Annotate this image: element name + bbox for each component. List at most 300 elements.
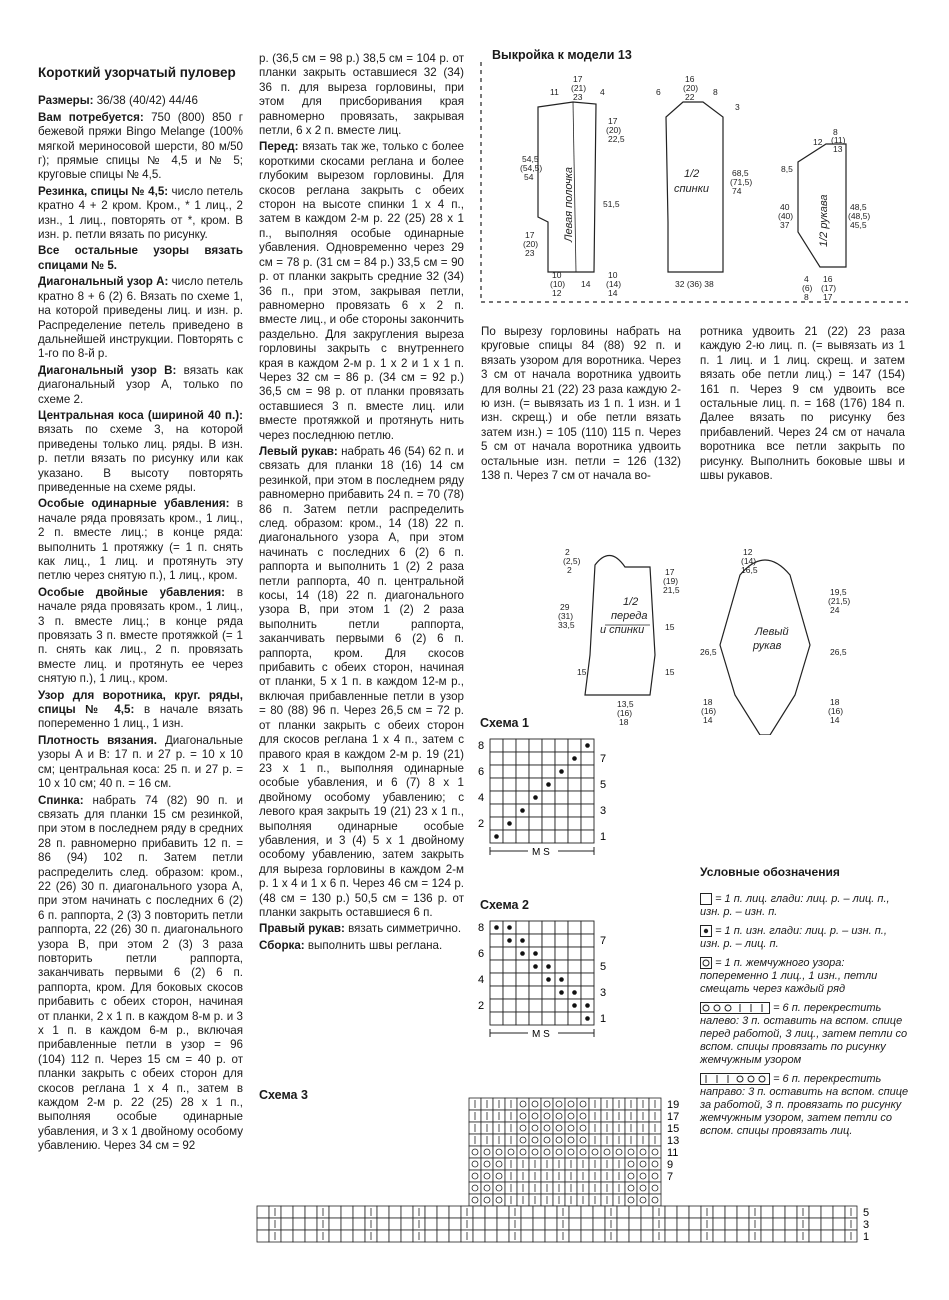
grid-cell xyxy=(503,765,516,778)
grid-cell xyxy=(401,1230,413,1242)
article-title: Короткий узорчатый пуловер xyxy=(38,65,236,80)
grid-cell xyxy=(481,1194,493,1206)
grid-cell xyxy=(516,778,529,791)
purl-dot xyxy=(507,925,512,930)
grid-cell xyxy=(641,1230,653,1242)
grid-cell xyxy=(469,1146,481,1158)
grid-cell xyxy=(329,1206,341,1218)
row-number: 17 xyxy=(667,1111,680,1123)
grid-cell xyxy=(490,791,503,804)
grid-cell xyxy=(649,1158,661,1170)
svg-text:23: 23 xyxy=(573,92,583,102)
paragraph-lead: Перед: xyxy=(259,140,299,154)
grid-cell xyxy=(577,1122,589,1134)
grid-cell xyxy=(529,986,542,999)
legend xyxy=(700,866,910,1144)
row-number: 1 xyxy=(600,1013,607,1025)
grid-cell xyxy=(503,986,516,999)
svg-text:17: 17 xyxy=(823,292,833,302)
svg-text:26,5: 26,5 xyxy=(700,647,717,657)
paragraph-lead: Правый рукав: xyxy=(259,922,345,936)
purl-dot xyxy=(533,795,538,800)
svg-text:26,5: 26,5 xyxy=(830,647,847,657)
purl-dot xyxy=(559,769,564,774)
left-text-column xyxy=(38,66,243,1156)
grid-cell xyxy=(555,934,568,947)
svg-text:17: 17 xyxy=(573,74,583,84)
svg-text:14: 14 xyxy=(608,288,618,298)
row-number: 11 xyxy=(667,1147,679,1159)
grid-cell xyxy=(505,1146,517,1158)
grid-cell xyxy=(485,1206,497,1218)
knit-symbol-icon xyxy=(700,893,712,906)
grid-cell xyxy=(541,1098,553,1110)
grid-cell xyxy=(541,1110,553,1122)
grid-cell xyxy=(569,1218,581,1230)
grid-cell xyxy=(593,1206,605,1218)
ms-label: M S xyxy=(532,847,550,858)
grid-cell xyxy=(437,1206,449,1218)
pattern-title: Выкройка к модели 13 xyxy=(492,48,632,62)
front-label: Левая полочка xyxy=(563,167,575,242)
legend-item-purl: = 1 п. изн. глади: лиц. р. – изн. п., изн. р. – лиц. п. xyxy=(700,925,887,950)
legend-item-seed: = 1 п. жемчужного узора: попеременно 1 лиц., 1 изн., петли смещать через каждый ряд xyxy=(700,957,878,995)
svg-text:2: 2 xyxy=(567,565,572,575)
svg-text:18: 18 xyxy=(703,697,713,707)
grid-cell xyxy=(481,1158,493,1170)
grid-cell xyxy=(341,1218,353,1230)
row-number: 5 xyxy=(600,961,607,973)
grid-cell xyxy=(545,1218,557,1230)
paragraph-lead: Диагональный узор В: xyxy=(38,363,177,377)
left-paragraph: Особые двойные убавления: в начале ряда провязать кром., 1 лиц., 3 п. вместе лиц.; в конце ряда провязать 3 п. вместе протяжкой (= 1 п. снять как лиц., 2 п. провязать вместе лиц. и протянуть ее через снятую п.), 1 лиц., кром. xyxy=(38,585,244,686)
purl-dot xyxy=(520,808,525,813)
grid-cell xyxy=(490,804,503,817)
grid-cell xyxy=(641,1206,653,1218)
grid-cell xyxy=(761,1230,773,1242)
middle-paragraphs xyxy=(259,52,464,953)
svg-text:12: 12 xyxy=(743,547,753,557)
purl-dot xyxy=(533,951,538,956)
grid-cell xyxy=(517,1110,529,1122)
row-number: 8 xyxy=(478,922,485,934)
grid-cell xyxy=(568,804,581,817)
row-number: 9 xyxy=(667,1159,674,1171)
grid-cell xyxy=(553,1146,565,1158)
left-sleeve-label-1: Левый xyxy=(755,626,789,638)
grid-cell xyxy=(581,791,594,804)
scheme2-grid xyxy=(476,915,626,1070)
svg-text:(19): (19) xyxy=(663,576,679,586)
grid-cell xyxy=(625,1146,637,1158)
grid-cell xyxy=(516,1012,529,1025)
svg-text:10: 10 xyxy=(608,270,618,280)
grid-cell xyxy=(555,921,568,934)
grid-cell xyxy=(568,1012,581,1025)
grid-cell xyxy=(581,947,594,960)
grid-cell xyxy=(737,1206,749,1218)
grid-cell xyxy=(665,1230,677,1242)
grid-cell xyxy=(555,830,568,843)
grid-cell xyxy=(581,1218,593,1230)
grid-cell xyxy=(469,1194,481,1206)
grid-cell xyxy=(529,999,542,1012)
paragraph-lead: Все остальные узоры вязать спицами № 5. xyxy=(38,244,243,272)
svg-text:17: 17 xyxy=(665,567,675,577)
paragraph-lead: Спинка: xyxy=(38,793,84,807)
grid-cell xyxy=(401,1218,413,1230)
scheme1-grid xyxy=(476,733,626,888)
front-back-label-2: переда xyxy=(611,610,648,622)
svg-text:3: 3 xyxy=(735,102,740,112)
grid-cell xyxy=(305,1230,317,1242)
grid-cell xyxy=(503,804,516,817)
grid-cell xyxy=(555,1012,568,1025)
grid-cell xyxy=(293,1230,305,1242)
grid-cell xyxy=(533,1230,545,1242)
grid-cell xyxy=(761,1218,773,1230)
grid-cell xyxy=(637,1194,649,1206)
grid-cell xyxy=(542,921,555,934)
grid-cell xyxy=(449,1218,461,1230)
svg-text:29: 29 xyxy=(560,602,570,612)
grid-cell xyxy=(677,1230,689,1242)
grid-cell xyxy=(565,1134,577,1146)
purl-dot xyxy=(520,951,525,956)
grid-cell xyxy=(469,1182,481,1194)
grid-cell xyxy=(493,1182,505,1194)
grid-cell xyxy=(649,1146,661,1158)
row-number: 4 xyxy=(478,792,485,804)
grid-cell xyxy=(389,1230,401,1242)
grid-cell xyxy=(473,1218,485,1230)
left-paragraph: Плотность вязания. Диагональные узоры А и В: 17 п. и 27 р. = 10 х 10 см; центральная коса: 25 п. и 27 р. = 10 х 10 см; 40 п. = 16 см. xyxy=(38,733,243,791)
grid-cell xyxy=(568,778,581,791)
grid-cell xyxy=(329,1230,341,1242)
grid-cell xyxy=(516,765,529,778)
grid-cell xyxy=(497,1230,509,1242)
svg-text:12: 12 xyxy=(813,137,823,147)
svg-text:51,5: 51,5 xyxy=(603,199,620,209)
purl-dot xyxy=(572,1003,577,1008)
grid-cell xyxy=(565,1110,577,1122)
grid-cell xyxy=(503,960,516,973)
grid-cell xyxy=(469,1170,481,1182)
svg-text:10: 10 xyxy=(552,270,562,280)
grid-cell xyxy=(581,973,594,986)
grid-cell xyxy=(473,1230,485,1242)
grid-cell xyxy=(568,817,581,830)
legend-item-cross-right: = 6 п. перекрестить направо: 3 п. оставить на вспом. спице за работой, 3 п. провязать по рисунку жемчужным узором, затем петли со вспом. спицы провязать лиц. xyxy=(700,1073,909,1137)
paragraph-lead: Плотность вязания. xyxy=(38,733,158,747)
paragraph-lead: Размеры: xyxy=(38,94,94,108)
sleeve-label: 1/2 рукава xyxy=(818,194,830,247)
svg-text:17: 17 xyxy=(525,230,535,240)
row-number: 19 xyxy=(667,1099,680,1111)
grid-cell xyxy=(629,1218,641,1230)
paragraph-lead: Особые одинарные убавления: xyxy=(38,497,230,511)
grid-cell xyxy=(569,1206,581,1218)
grid-cell xyxy=(581,752,594,765)
seed-symbol-icon xyxy=(700,957,712,970)
grid-cell xyxy=(503,999,516,1012)
grid-cell xyxy=(581,1206,593,1218)
grid-cell xyxy=(689,1218,701,1230)
grid-cell xyxy=(553,1122,565,1134)
grid-cell xyxy=(521,1230,533,1242)
svg-text:48,5: 48,5 xyxy=(850,202,867,212)
svg-text:19,5: 19,5 xyxy=(830,587,847,597)
grid-cell xyxy=(516,752,529,765)
svg-text:18: 18 xyxy=(830,697,840,707)
grid-cell xyxy=(677,1206,689,1218)
grid-cell xyxy=(568,830,581,843)
svg-text:(14): (14) xyxy=(606,279,622,289)
grid-cell xyxy=(555,804,568,817)
middle-paragraph: Правый рукав: вязать симметрично. xyxy=(259,922,462,936)
collar-text-b: ротника удвоить 21 (22) 23 раза каждую 2-ю лиц. п. (= вывязать из 1 п. 1 лиц. и 1 лиц. скрещ. и затем вязать обе петли лиц.) = 147 (154) 161 п. Через 9 см удвоить все остальные лиц. п. = 168 (176) 184 п. Далее вязать по рисунку без прибавлений. Через 24 см от начала воротника все петли закрыть по рисунку. Выполнить боковые швы и швы рукавов. xyxy=(700,325,905,483)
grid-cell xyxy=(617,1230,629,1242)
grid-cell xyxy=(493,1194,505,1206)
grid-cell xyxy=(377,1218,389,1230)
grid-cell xyxy=(469,1158,481,1170)
left-paragraphs xyxy=(38,94,243,1153)
grid-cell xyxy=(529,804,542,817)
svg-text:22: 22 xyxy=(685,92,695,102)
svg-text:74: 74 xyxy=(732,186,742,196)
grid-cell xyxy=(516,921,529,934)
row-number: 6 xyxy=(478,948,485,960)
grid-cell xyxy=(481,1170,493,1182)
grid-cell xyxy=(425,1230,437,1242)
grid-cell xyxy=(625,1170,637,1182)
legend-title: Условные обозначения xyxy=(700,865,840,879)
grid-cell xyxy=(353,1230,365,1242)
grid-cell xyxy=(629,1206,641,1218)
grid-cell xyxy=(568,921,581,934)
purl-dot xyxy=(546,977,551,982)
grid-cell xyxy=(481,1182,493,1194)
purl-dot xyxy=(546,782,551,787)
grid-cell xyxy=(503,973,516,986)
svg-text:(16): (16) xyxy=(828,706,844,716)
grid-cell xyxy=(437,1230,449,1242)
grid-cell xyxy=(569,1230,581,1242)
grid-cell xyxy=(257,1206,269,1218)
grid-cell xyxy=(521,1206,533,1218)
grid-cell xyxy=(581,934,594,947)
grid-cell xyxy=(649,1194,661,1206)
grid-cell xyxy=(542,817,555,830)
grid-cell xyxy=(833,1206,845,1218)
grid-cell xyxy=(568,739,581,752)
paragraph-lead: Левый рукав: xyxy=(259,444,338,458)
purl-dot xyxy=(520,938,525,943)
grid-cell xyxy=(593,1230,605,1242)
svg-text:32 (36) 38: 32 (36) 38 xyxy=(675,279,714,289)
row-number: 3 xyxy=(863,1219,870,1231)
svg-text:22,5: 22,5 xyxy=(608,134,625,144)
svg-text:(14): (14) xyxy=(741,556,757,566)
grid-cell xyxy=(529,752,542,765)
scheme2-title: Схема 2 xyxy=(480,898,529,912)
grid-cell xyxy=(589,1146,601,1158)
grid-cell xyxy=(555,791,568,804)
left-paragraph: Размеры: 36/38 (40/42) 44/46 xyxy=(38,94,198,108)
grid-cell xyxy=(490,752,503,765)
grid-cell xyxy=(257,1230,269,1242)
grid-cell xyxy=(490,999,503,1012)
grid-cell xyxy=(821,1218,833,1230)
left-paragraph: Узор для воротника, круг. ряды, спицы № 4,5: в начале вязать попеременно 1 лиц., 1 изн. xyxy=(38,688,243,731)
grid-cell xyxy=(689,1230,701,1242)
svg-text:8,5: 8,5 xyxy=(781,164,793,174)
paragraph-lead: Вам потребуется: xyxy=(38,110,144,124)
grid-cell xyxy=(568,934,581,947)
svg-text:16: 16 xyxy=(685,74,695,84)
grid-cell xyxy=(542,1012,555,1025)
grid-cell xyxy=(581,1230,593,1242)
purl-symbol-icon xyxy=(700,925,712,938)
grid-cell xyxy=(493,1146,505,1158)
grid-cell xyxy=(449,1230,461,1242)
grid-cell xyxy=(665,1206,677,1218)
svg-text:(20): (20) xyxy=(606,125,622,135)
front-back-label-1: 1/2 xyxy=(623,596,639,608)
grid-cell xyxy=(353,1218,365,1230)
legend-item-cross-left: = 6 п. перекрестить налево: 3 п. оставить на вспом. спице перед работой, 3 лиц., затем петли со вспом. спицы провязать по рисунку жемчужным узором xyxy=(700,1002,908,1066)
grid-cell xyxy=(568,791,581,804)
grid-cell xyxy=(542,986,555,999)
svg-text:11: 11 xyxy=(550,87,559,97)
svg-text:(20): (20) xyxy=(523,239,539,249)
grid-cell xyxy=(521,1218,533,1230)
grid-cell xyxy=(485,1218,497,1230)
grid-cell xyxy=(565,1146,577,1158)
svg-text:54,5: 54,5 xyxy=(522,154,539,164)
grid-cell xyxy=(553,1134,565,1146)
grid-cell xyxy=(490,934,503,947)
grid-cell xyxy=(329,1218,341,1230)
grid-cell xyxy=(257,1218,269,1230)
svg-text:15: 15 xyxy=(665,622,675,632)
grid-cell xyxy=(503,752,516,765)
grid-cell xyxy=(665,1218,677,1230)
grid-cell xyxy=(577,1110,589,1122)
grid-cell xyxy=(490,765,503,778)
assembly-diagram xyxy=(555,505,885,735)
grid-cell xyxy=(555,947,568,960)
grid-cell xyxy=(516,830,529,843)
grid-cell xyxy=(821,1230,833,1242)
grid-cell xyxy=(493,1170,505,1182)
grid-cell xyxy=(516,817,529,830)
svg-text:14: 14 xyxy=(703,715,713,725)
grid-cell xyxy=(353,1206,365,1218)
grid-cell xyxy=(503,830,516,843)
grid-cell xyxy=(565,1122,577,1134)
grid-cell xyxy=(490,973,503,986)
svg-text:14: 14 xyxy=(830,715,840,725)
grid-cell xyxy=(568,973,581,986)
grid-cell xyxy=(773,1206,785,1218)
grid-cell xyxy=(542,765,555,778)
grid-cell xyxy=(529,1134,541,1146)
svg-text:(20): (20) xyxy=(683,83,699,93)
grid-cell xyxy=(581,921,594,934)
grid-cell xyxy=(713,1206,725,1218)
grid-cell xyxy=(529,778,542,791)
grid-cell xyxy=(389,1218,401,1230)
grid-cell xyxy=(637,1146,649,1158)
left-paragraph: Диагональный узор А: число петель кратно 8 + 6 (2) 6. Вязать по схеме 1, на которой приведены лиц. и изн. р. Распределение петель приведено в дальнейшей инструкции. Повторять с 1-го по 8-й р. xyxy=(38,275,243,361)
svg-text:(16): (16) xyxy=(617,708,633,718)
grid-cell xyxy=(281,1230,293,1242)
svg-text:33,5: 33,5 xyxy=(558,620,575,630)
left-paragraph: Вам потребуется: 750 (800) 850 г бежевой пряжи Bingo Melange (100% мягкой мериносовой шерсти, 80 м/50 г); прямые спицы № 4,5 и № 5; круговые спицы № 4,5. xyxy=(38,110,243,182)
grid-cell xyxy=(625,1194,637,1206)
grid-cell xyxy=(581,817,594,830)
svg-text:(71,5): (71,5) xyxy=(730,177,753,187)
grid-cell xyxy=(377,1230,389,1242)
grid-cell xyxy=(490,1012,503,1025)
row-number: 5 xyxy=(600,779,607,791)
svg-text:(11): (11) xyxy=(831,135,846,145)
svg-text:(17): (17) xyxy=(821,283,837,293)
grid-cell xyxy=(833,1218,845,1230)
ms-label: M S xyxy=(532,1029,550,1040)
grid-cell xyxy=(529,1122,541,1134)
grid-cell xyxy=(503,791,516,804)
left-sleeve-label-2: рукав xyxy=(753,640,782,652)
grid-cell xyxy=(529,1012,542,1025)
grid-cell xyxy=(821,1206,833,1218)
purl-dot xyxy=(494,834,499,839)
grid-cell xyxy=(541,1146,553,1158)
grid-cell xyxy=(555,960,568,973)
purl-dot xyxy=(572,756,577,761)
legend-item-knit: = 1 п. лиц. глади: лиц. р. – лиц. п., изн. р. – изн. п. xyxy=(700,893,890,918)
svg-text:14: 14 xyxy=(581,279,591,289)
svg-text:8: 8 xyxy=(833,127,838,137)
grid-cell xyxy=(677,1218,689,1230)
grid-cell xyxy=(629,1230,641,1242)
grid-cell xyxy=(555,999,568,1012)
grid-cell xyxy=(341,1206,353,1218)
grid-cell xyxy=(517,1146,529,1158)
left-paragraph: Особые одинарные убавления: в начале ряда провязать кром., 1 лиц., 2 п. вместе лиц.; в конце ряда: выполнить 1 протяжку (= 1 п. снять как лиц., 1 лиц. и протянуть эту петлю через снятую п.), 1 лиц., кром. xyxy=(38,497,244,583)
middle-paragraph: Перед: вязать так же, только с более короткими скосами реглана и более глубоким вырезом горловины. Для скосов реглана закрыть с обеих сторон на высоте спинки 1 х 4 п., затем в каждом 2-м р. 22 (25) 28 х 1 п., выполняя особые одинарные убавления. Одновременно через 29 см = 78 р. (31 см = 84 р.) 33,5 см = 90 р. от планки закрыть средние 32 (34) 36 п., при этом, закрывая петли, равномерно провязать 6 х 2 п. вместе лиц., и обе стороны закончить раздельно. Для закругления выреза горловины закрыть с внутреннего края в каждом 2-м р. 1 х 2 и 1 х 1 п. Через 32 см = 86 р. (34 см = 92 р.) 36,5 см = 98 р. от планки провязать оставшиеся 3 п. вместе лиц. или вместе протяжкой и протянуть нить через последнюю петлю. xyxy=(259,140,464,442)
grid-cell xyxy=(568,947,581,960)
grid-cell xyxy=(529,830,542,843)
grid-cell xyxy=(773,1218,785,1230)
grid-cell xyxy=(490,947,503,960)
grid-cell xyxy=(529,973,542,986)
purl-dot xyxy=(559,990,564,995)
grid-cell xyxy=(542,830,555,843)
grid-cell xyxy=(293,1206,305,1218)
svg-text:54: 54 xyxy=(524,172,534,182)
grid-cell xyxy=(617,1206,629,1218)
svg-text:24: 24 xyxy=(830,605,840,615)
grid-cell xyxy=(593,1218,605,1230)
svg-text:(16): (16) xyxy=(701,706,717,716)
front-back-label-3: и спинки xyxy=(600,624,645,636)
svg-text:16,5: 16,5 xyxy=(741,565,758,575)
grid-cell xyxy=(785,1218,797,1230)
grid-cell xyxy=(545,1230,557,1242)
grid-cell xyxy=(555,752,568,765)
